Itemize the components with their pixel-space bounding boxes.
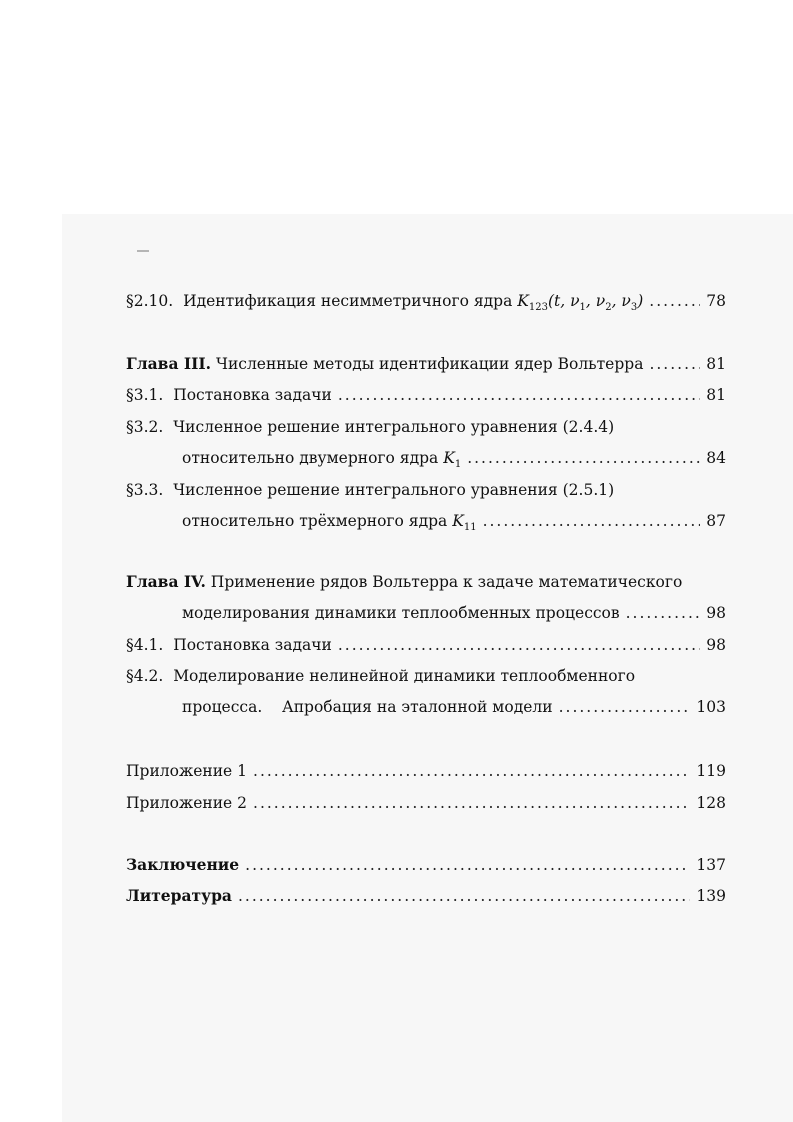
page-number: 84 [706, 449, 726, 467]
section-title-cont: относительно двумерного ядра [182, 449, 439, 467]
section-title: Численное решение интегрального уравнения (2.5.1) [173, 481, 615, 499]
chapter-label: Глава IV. [126, 572, 206, 591]
page-number: 119 [696, 762, 726, 780]
page-number: 81 [706, 386, 726, 404]
section-title-cont-a: процесса. [182, 698, 263, 716]
section-title: Моделирование нелинейной динамики теплообменного [173, 667, 636, 685]
toc-entry-4-2-line2[interactable] [126, 692, 726, 722]
dot-leader [338, 380, 700, 410]
page-number: 128 [696, 794, 726, 812]
page-number: 98 [706, 636, 726, 654]
toc-entry-appendix-1[interactable] [126, 756, 726, 786]
dot-leader [483, 506, 701, 536]
toc-entry-chapter-4-line2[interactable] [126, 598, 726, 628]
toc-entry-3-2-line1[interactable] [126, 412, 726, 442]
toc-entry-conclusion[interactable] [126, 850, 726, 880]
kernel-symbol: $K_1$ [443, 449, 462, 470]
dot-leader [338, 630, 700, 660]
page-number: 139 [696, 887, 726, 905]
toc-entry-4-2-line1[interactable] [126, 661, 726, 691]
appendix-title: Приложение 2 [126, 794, 248, 812]
chapter-label: Глава III. [126, 354, 212, 373]
toc-entry-appendix-2[interactable] [126, 788, 726, 818]
kernel-symbol: $K_{11}$ [452, 512, 477, 533]
section-title: Постановка задачи [173, 636, 332, 654]
section-title: Постановка задачи [173, 386, 332, 404]
toc-entry-3-3-line2[interactable] [126, 506, 726, 536]
page-number: 103 [696, 698, 726, 716]
chapter-title: Численные методы идентификации ядер Вольтерра [215, 355, 644, 373]
toc-entry-2-10[interactable] [126, 286, 726, 316]
dot-leader [253, 788, 690, 818]
dot-leader [649, 349, 700, 379]
page-number: 137 [696, 856, 726, 874]
section-label: §2.10. [126, 292, 174, 310]
section-label: §4.1. [126, 636, 164, 654]
section-label: §4.2. [126, 667, 164, 685]
dot-leader [238, 881, 690, 911]
literature-title: Литература [126, 886, 232, 905]
toc-entry-4-1[interactable] [126, 630, 726, 660]
toc-entry-literature[interactable] [126, 881, 726, 911]
dot-leader [559, 692, 691, 722]
dot-leader [253, 756, 690, 786]
dot-leader [649, 286, 700, 316]
dot-leader [626, 598, 701, 628]
section-label: §3.2. [126, 418, 164, 436]
dot-leader [245, 850, 690, 880]
page-number: 98 [706, 604, 726, 622]
page-number: 81 [706, 355, 726, 373]
toc-entry-chapter-3[interactable] [126, 349, 726, 379]
section-title-cont: относительно трёхмерного ядра [182, 512, 448, 530]
page-number: 78 [706, 292, 726, 310]
chapter-title: Применение рядов Вольтерра к задаче математического [210, 573, 683, 591]
section-title: Идентификация несимметричного ядра [183, 292, 513, 310]
section-label: §3.3. [126, 481, 164, 499]
toc-entry-3-3-line1[interactable] [126, 475, 726, 505]
toc-entry-chapter-4-line1[interactable] [126, 567, 726, 597]
toc-entry-3-2-line2[interactable] [126, 443, 726, 473]
toc-entry-3-1[interactable] [126, 380, 726, 410]
section-title: Численное решение интегрального уравнения (2.4.4) [173, 418, 615, 436]
appendix-title: Приложение 1 [126, 762, 248, 780]
kernel-symbol: $K_{123}(t$, $\nu_1$, $\nu_2$, $\nu_3$) [517, 292, 644, 313]
conclusion-title: Заключение [126, 855, 240, 874]
section-title-cont-b: Апробация на эталонной модели [281, 698, 553, 716]
page-number: 87 [706, 512, 726, 530]
dot-leader [467, 443, 700, 473]
section-label: §3.1. [126, 386, 164, 404]
chapter-title-cont: моделирования динамики теплообменных процессов [182, 604, 620, 622]
